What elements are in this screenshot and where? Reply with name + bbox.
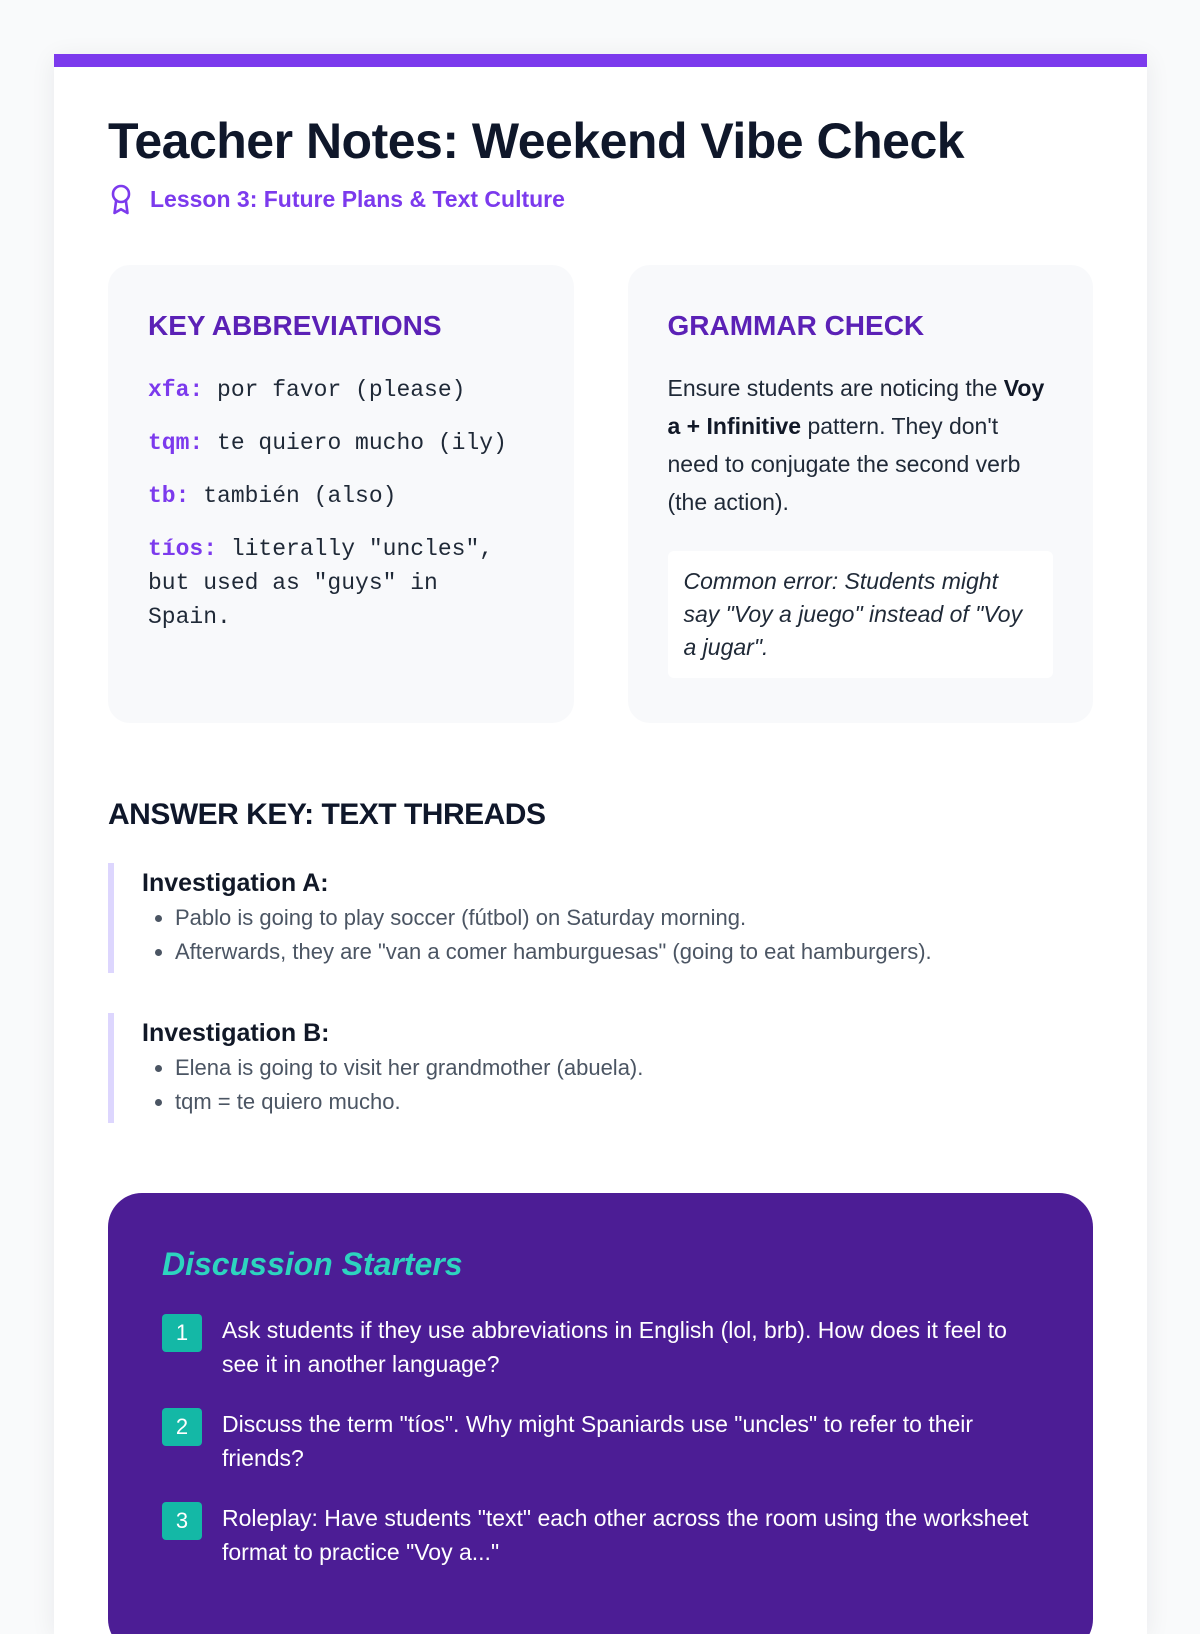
grammar-check-card [628, 265, 1094, 723]
abbreviation-meaning: te quiero mucho (ily) [203, 429, 507, 456]
lesson-subtitle [108, 183, 1093, 215]
investigation-list [142, 1051, 1093, 1119]
discussion-starters-title: Discussion Starters [162, 1246, 463, 1282]
discussion-starters-panel [108, 1193, 1093, 1634]
list-item: • Afterwards, they are "van a comer hamburguesas" (going to eat hamburgers). [175, 935, 1093, 969]
investigation-list [142, 901, 1093, 969]
discussion-item [162, 1313, 1039, 1381]
abbreviation-meaning: por favor (please) [203, 376, 466, 403]
investigation-title: Investigation A: [142, 869, 329, 897]
lesson-subtitle-text: Lesson 3: Future Plans & Text Culture [150, 185, 565, 212]
accent-top-bar [54, 54, 1147, 67]
abbreviation-term: xfa: [148, 376, 204, 403]
investigation-a [108, 863, 1093, 973]
discussion-item [162, 1407, 1039, 1475]
discussion-text: Discuss the term "tíos". Why might Spaniards use "uncles" to refer to their friends? [222, 1411, 974, 1472]
award-ribbon-icon [108, 183, 134, 215]
discussion-text: Roleplay: Have students "text" each other across the room using the worksheet format to practice "Voy a..." [222, 1505, 1029, 1566]
key-abbreviations-card [108, 265, 574, 723]
grammar-text-before: Ensure students are noticing the [667, 374, 1004, 401]
common-error-note: Common error: Students might say "Voy a juego" instead of "Voy a jugar". [668, 551, 1054, 678]
grammar-check-title: GRAMMAR CHECK [667, 310, 925, 341]
number-badge: 1 [162, 1314, 202, 1352]
number-badge: 3 [162, 1502, 202, 1540]
list-item: • Elena is going to visit her grandmother (abuela). [175, 1051, 1093, 1085]
abbreviation-item [148, 426, 534, 460]
key-abbreviations-title: KEY ABBREVIATIONS [148, 310, 442, 341]
number-badge: 2 [162, 1408, 202, 1446]
abbreviation-term: tíos: [148, 535, 218, 562]
list-item: • tqm = te quiero mucho. [175, 1085, 1093, 1119]
abbreviation-item [148, 479, 534, 513]
abbreviation-item [148, 532, 534, 634]
discussion-text: Ask students if they use abbreviations in English (lol, brb). How does it feel to see it in another language? [222, 1317, 1007, 1378]
grammar-pattern: Voy a + Infinitive [667, 374, 1045, 439]
investigation-b [108, 1013, 1093, 1123]
abbreviation-meaning: literally "uncles", but used as "guys" in Spain. [148, 535, 494, 630]
abbreviation-meaning: también (also) [189, 482, 397, 509]
answer-key-title: ANSWER KEY: TEXT THREADS [108, 798, 546, 831]
page-content [54, 67, 1147, 1634]
page-title: Teacher Notes: Weekend Vibe Check [108, 113, 965, 169]
discussion-item [162, 1501, 1039, 1569]
investigation-title: Investigation B: [142, 1019, 330, 1047]
grammar-explanation [668, 369, 1054, 521]
abbreviation-term: tb: [148, 482, 190, 509]
teacher-notes-page [54, 54, 1147, 1634]
abbreviation-item [148, 373, 534, 407]
info-cards [108, 265, 1093, 723]
list-item: • Pablo is going to play soccer (fútbol) on Saturday morning. [175, 901, 1093, 935]
abbreviation-term: tqm: [148, 429, 204, 456]
grammar-text-after: pattern. They don't need to conjugate the second verb (the action). [667, 412, 1021, 515]
